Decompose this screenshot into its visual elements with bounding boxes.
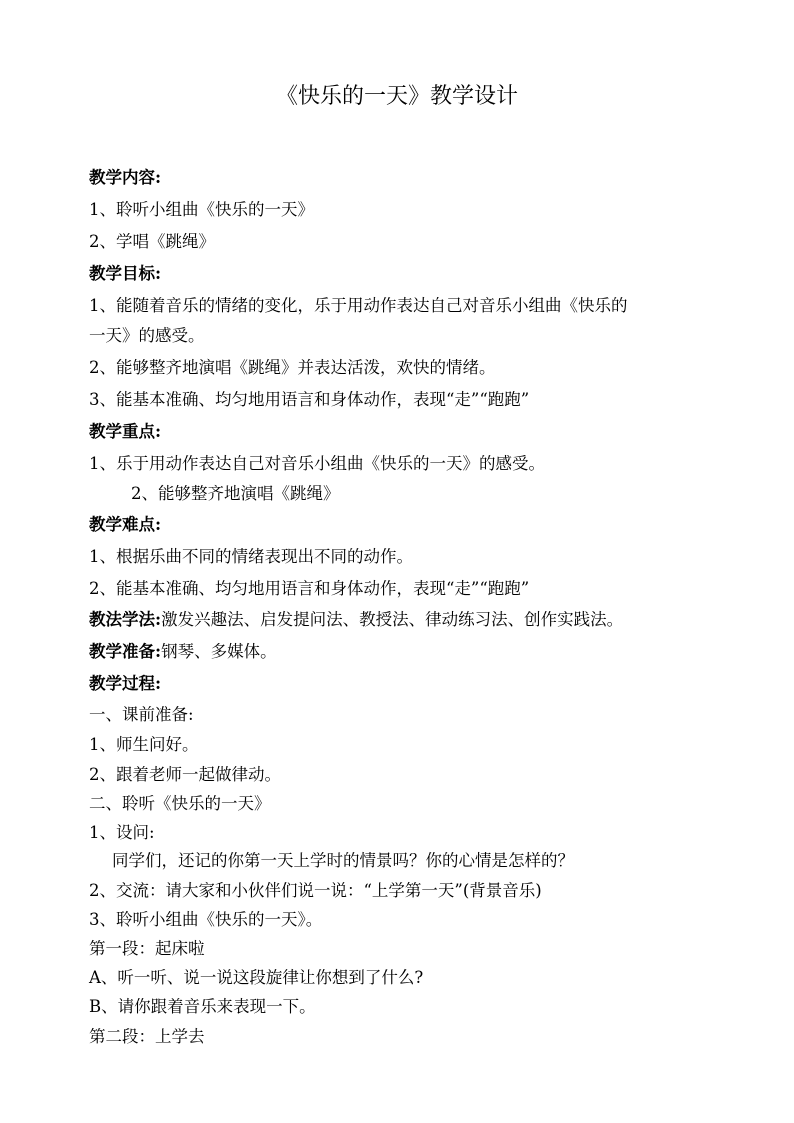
goals-item: 2、能够整齐地演唱《跳绳》并表达活泼，欢快的情绪。: [89, 358, 496, 377]
content-heading: 教学内容:: [89, 168, 162, 187]
content-item: 2、学唱《跳绳》: [89, 232, 215, 251]
methods-label: 教法学法:: [89, 610, 162, 629]
difficulty-heading: 教学难点:: [89, 515, 162, 534]
process-line: B、请你跟着音乐来表现一下。: [89, 997, 316, 1016]
prep-text: 钢琴、多媒体。: [161, 642, 277, 661]
methods-line: [89, 609, 623, 631]
goals-item: 3、能基本准确、均匀地用语言和身体动作，表现“走”“跑跑”: [89, 390, 530, 409]
process-line: 同学们，还记的你第一天上学时的情景吗？你的心情是怎样的？: [112, 851, 574, 870]
content-item: 1、聆听小组曲《快乐的一天》: [89, 200, 314, 219]
process-line: 2、交流：请大家和小伙伴们说一说：“上学第一天”(背景音乐): [89, 881, 542, 900]
process-line: 1、设问:: [89, 823, 155, 842]
methods-text: 激发兴趣法、启发提问法、教授法、律动练习法、创作实践法。: [161, 610, 624, 629]
process-line: 3、聆听小组曲《快乐的一天》。: [89, 910, 323, 929]
difficulty-item: 1、根据乐曲不同的情绪表现出不同的动作。: [89, 547, 413, 566]
document-title: 《快乐的一天》教学设计: [275, 84, 518, 109]
process-line: 第一段：起床啦: [89, 939, 205, 958]
prep-label: 教学准备:: [89, 642, 162, 661]
process-line: 一、课前准备:: [89, 705, 194, 724]
prep-line: [89, 641, 277, 663]
process-line: A、听一听、说一说这段旋律让你想到了什么?: [89, 968, 424, 987]
goals-heading: 教学目标:: [89, 264, 162, 283]
key-heading: 教学重点:: [89, 422, 162, 441]
goals-item: 1、能随着音乐的情绪的变化，乐于用动作表达自己对音乐小组曲《快乐的: [89, 296, 628, 315]
process-heading: 教学过程:: [89, 674, 162, 693]
difficulty-item: 2、能基本准确、均匀地用语言和身体动作，表现“走”“跑跑”: [89, 579, 530, 598]
process-line: 第二段：上学去: [89, 1027, 205, 1046]
key-item: 2、能够整齐地演唱《跳绳》: [131, 484, 340, 503]
goals-item: 一天》的感受。: [89, 326, 205, 345]
process-line: 二、聆听《快乐的一天》: [89, 794, 271, 813]
process-line: 1、师生问好。: [89, 735, 199, 754]
process-line: 2、跟着老师一起做律动。: [89, 765, 281, 784]
key-item: 1、乐于用动作表达自己对音乐小组曲《快乐的一天》的感受。: [89, 454, 545, 473]
